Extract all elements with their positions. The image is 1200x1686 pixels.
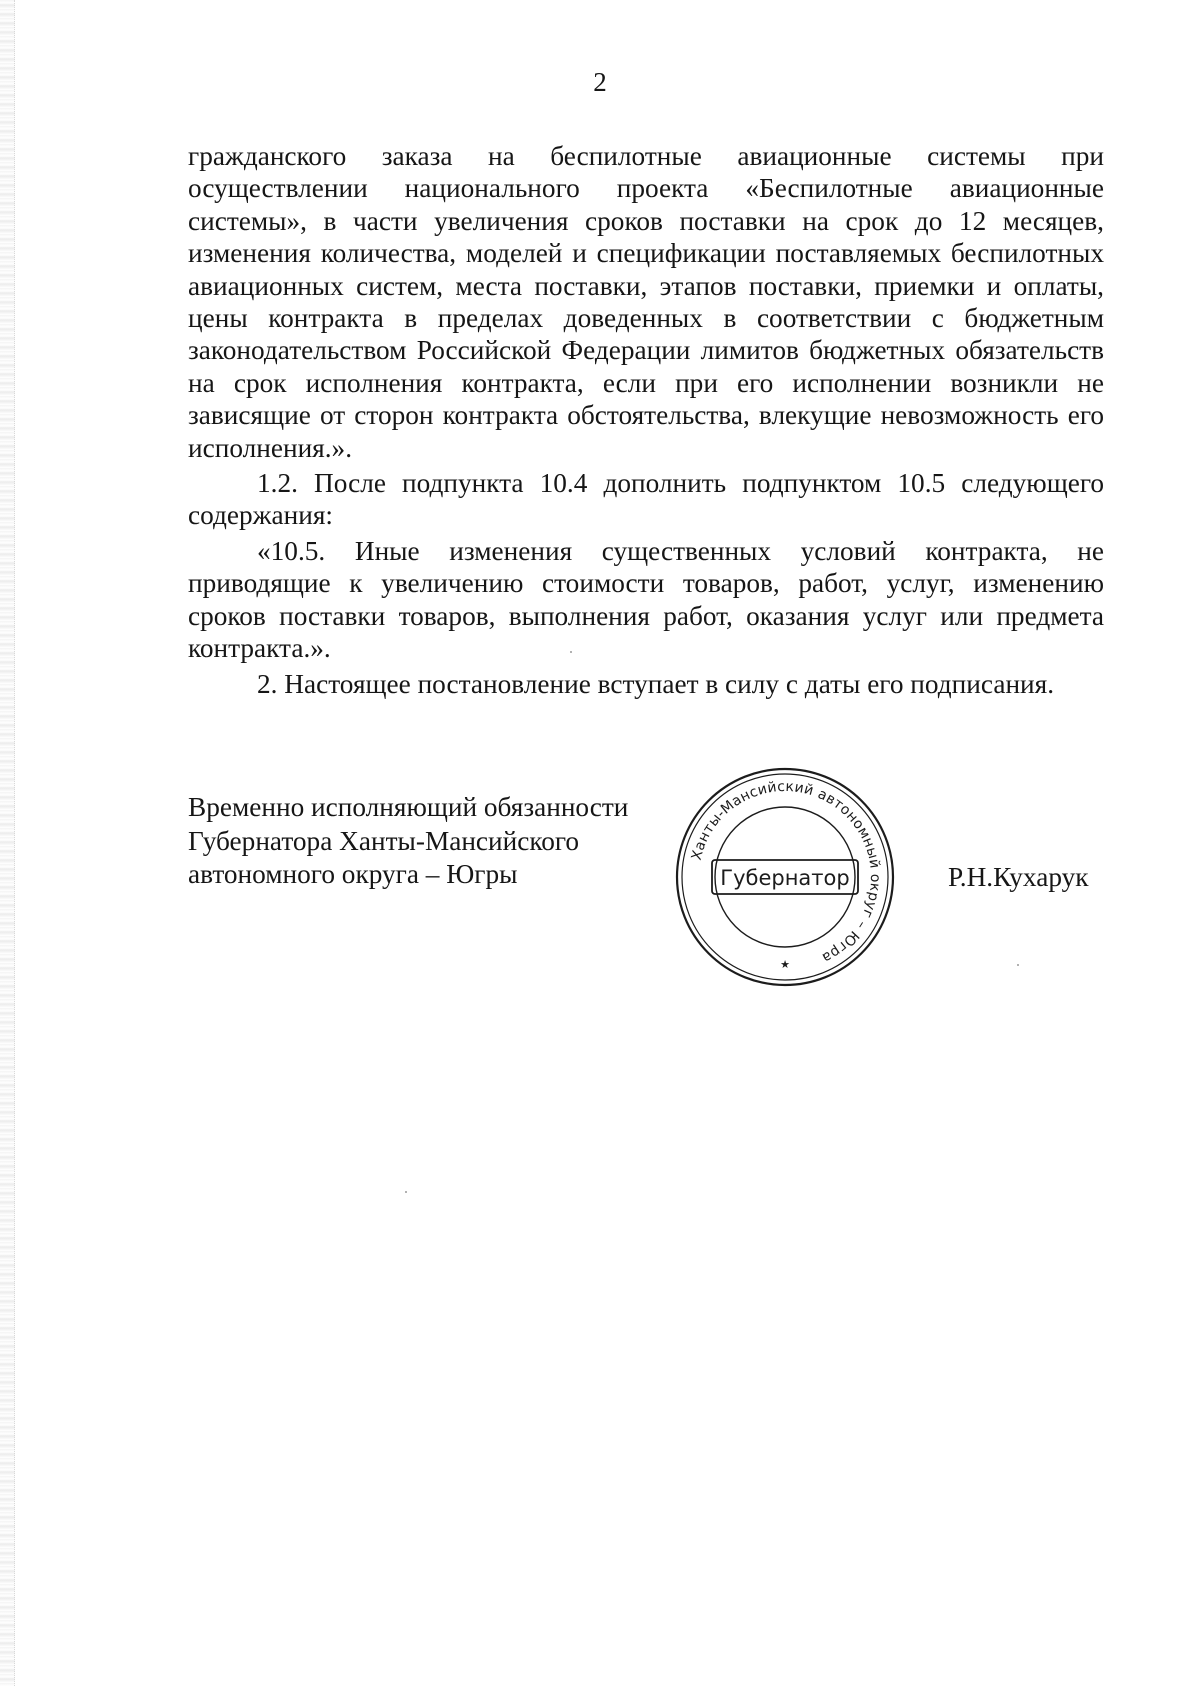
- paragraph-item-1-2: 1.2. После подпункта 10.4 дополнить подпунктом 10.5 следующего содержания:: [188, 468, 1104, 531]
- scan-speck: [405, 1191, 407, 1193]
- signatory-name: Р.Н.Кухарук: [948, 862, 1089, 892]
- signatory-position-line: Временно исполняющий обязанности: [188, 792, 629, 822]
- scan-edge-artifact: [0, 0, 15, 1686]
- official-seal: [672, 764, 898, 990]
- signatory-position: [188, 791, 628, 892]
- scan-speck: [570, 651, 572, 653]
- seal-star-icon: ★: [780, 958, 790, 971]
- paragraph-item-10-5: «10.5. Иные изменения существенных условий контракта, не приводящие к увеличению стоимости товаров, работ, услуг, изменению сроков поставки товаров, выполнения работ, оказания услуг или предмета контракта.».: [188, 535, 1104, 664]
- signatory-position-line: Губернатора Ханты-Мансийского: [188, 825, 580, 856]
- paragraph-continuation: гражданского заказа на беспилотные авиационные системы при осуществлении национального проекта «Беспилотные авиационные системы», в части увеличения сроков поставки на срок до 12 месяцев, изменения количества, моделей и спецификации поставляемых беспилотных авиационных систем, места поставки, этапов поставки, приемки и оплаты, цены контракта в пределах доведенных в соответствии с бюджетным законодательством Российской Федерации лимитов бюджетных обязательств на срок исполнения контракта, если при его исполнении возникли не зависящие от сторон контракта обстоятельства, влекущие невозможность его исполнения.».: [188, 141, 1104, 463]
- seal-ring-text: Ханты-Мансийский автономный округ – Югра: [688, 778, 884, 966]
- document-body: [188, 140, 1104, 700]
- scan-speck: [1017, 964, 1019, 966]
- page-number: 2: [593, 67, 607, 97]
- seal-center-text: Губернатор: [720, 866, 850, 890]
- signatory-position-line: автономного округа – Югры: [188, 859, 518, 889]
- paragraph-item-2: 2. Настоящее постановление вступает в силу с даты его подписания.: [257, 668, 1055, 699]
